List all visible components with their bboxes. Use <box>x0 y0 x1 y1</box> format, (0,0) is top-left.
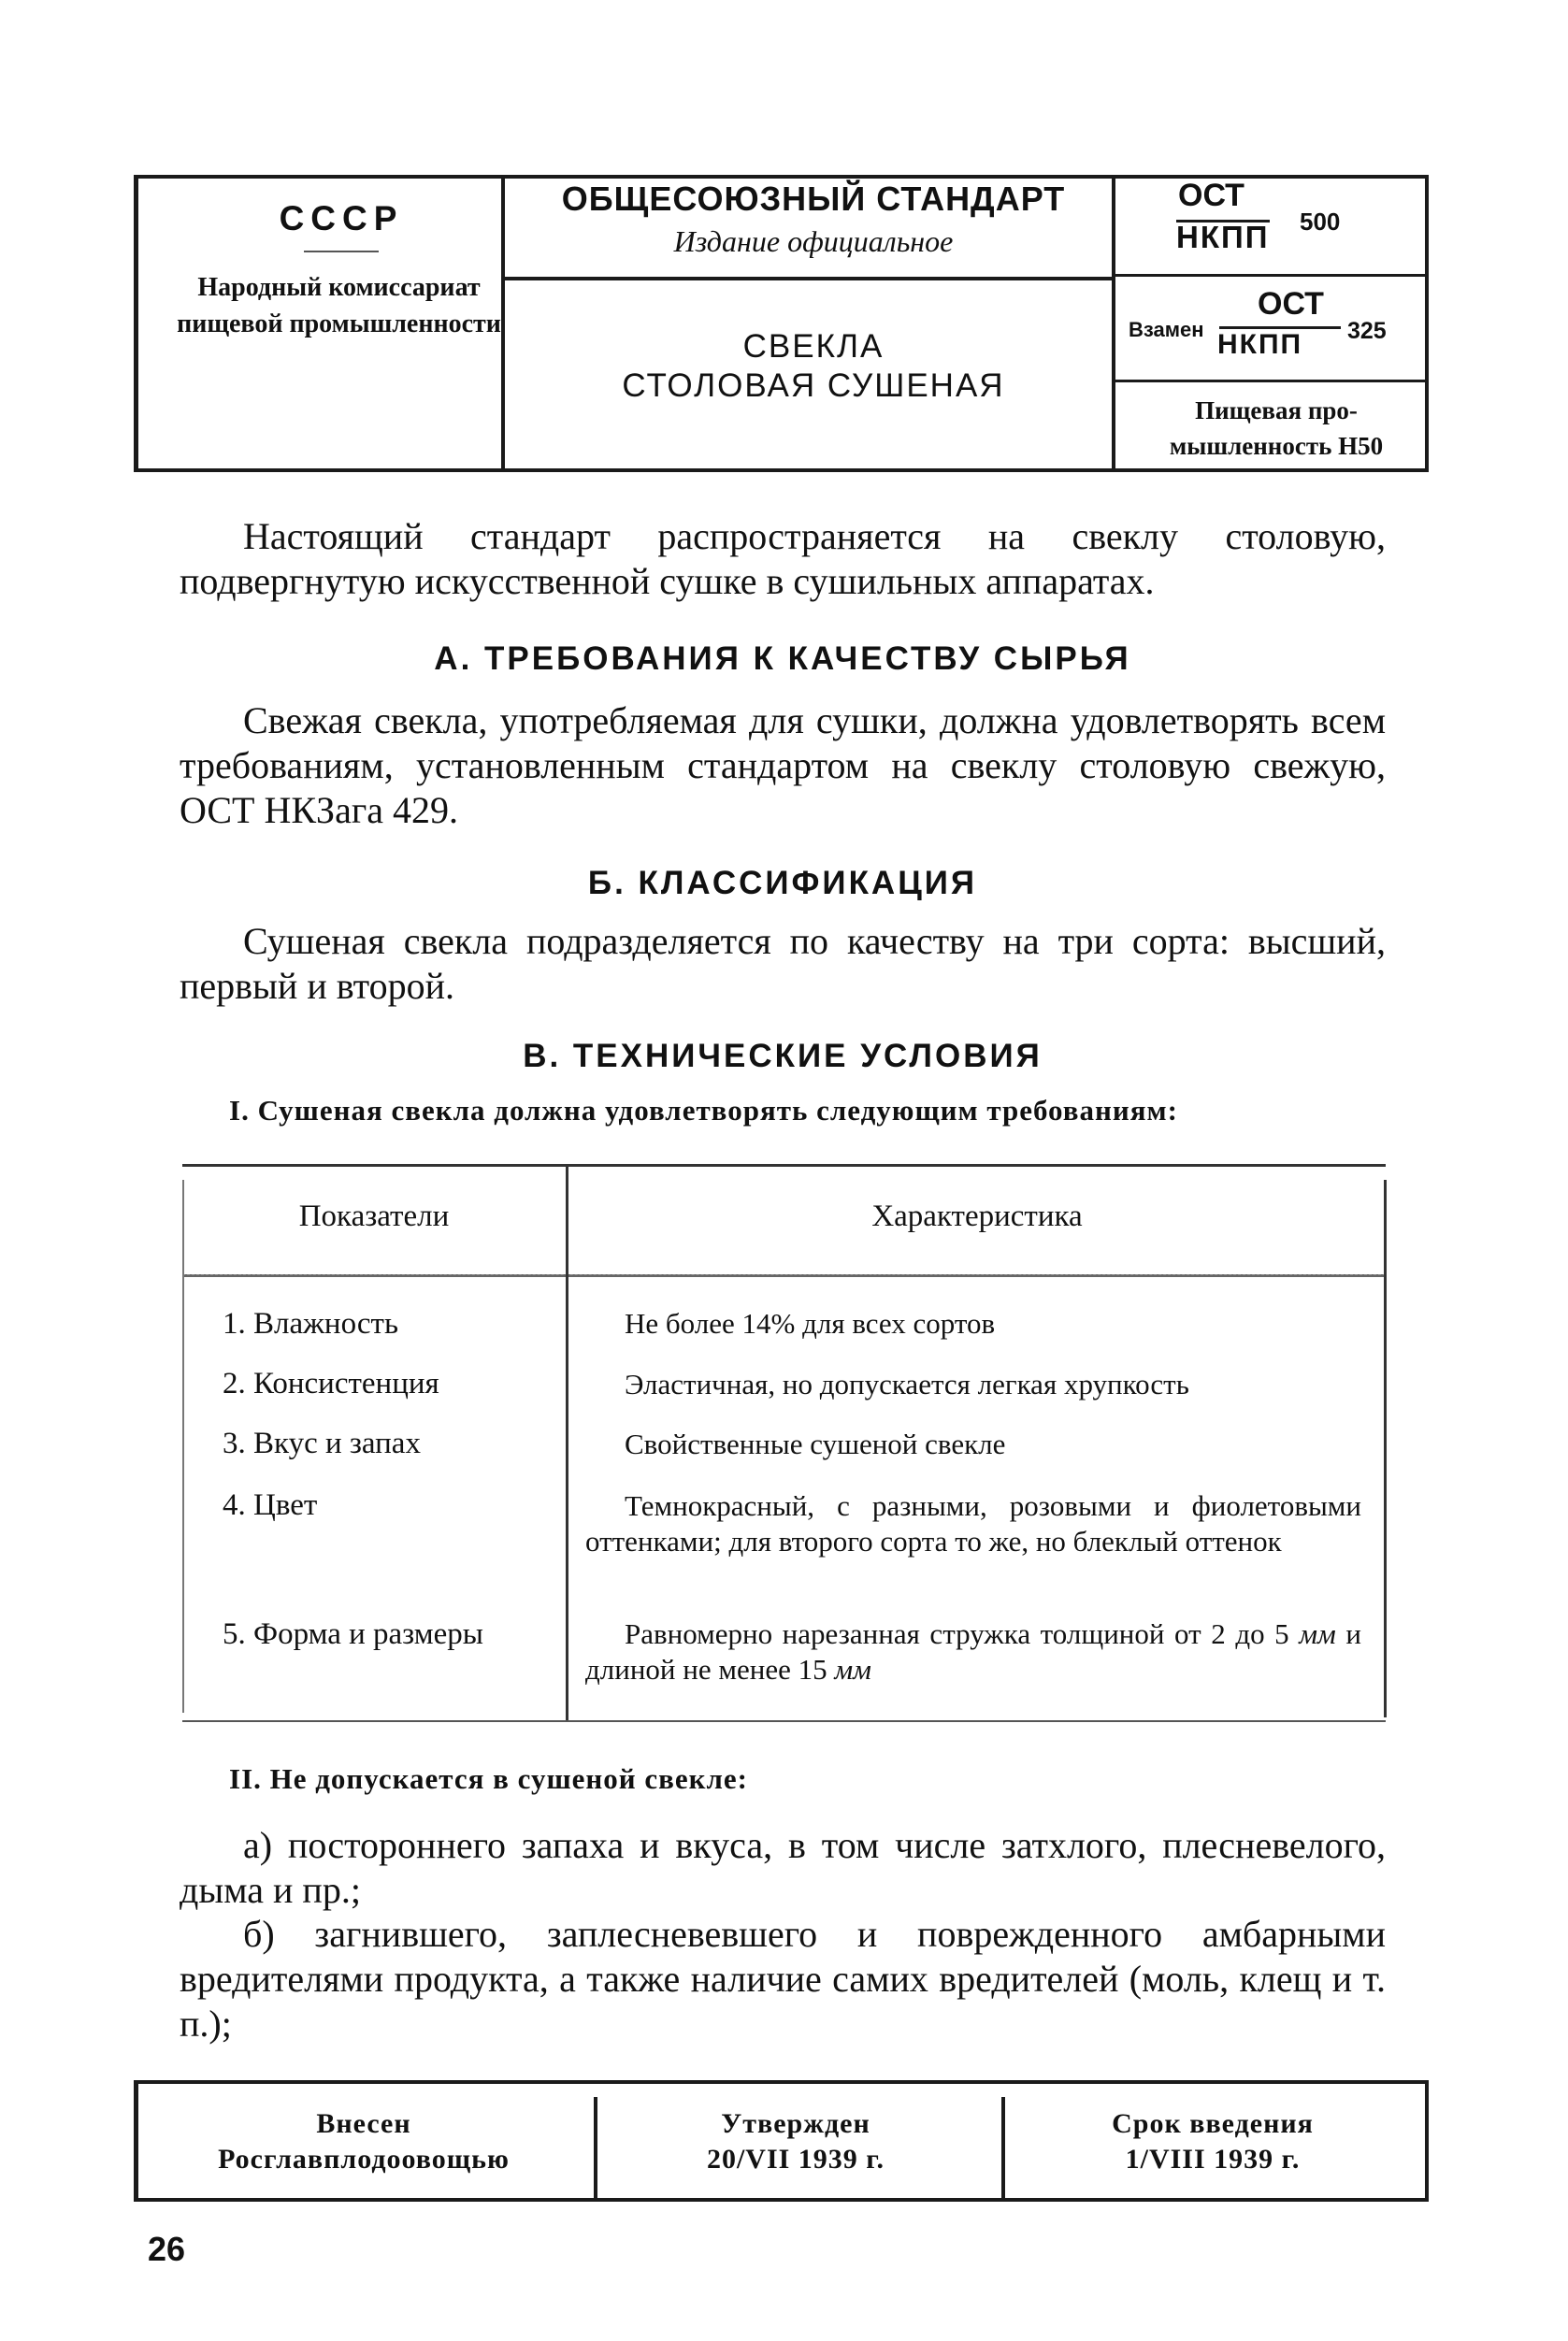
intro-paragraph: Настоящий стандарт распространяется на свеклу столовую, подвергнутую искусственной сушке в сушильных аппаратах. <box>180 515 1386 602</box>
table-row-5-indicator: 5. Форма и размеры <box>223 1617 483 1651</box>
ost-code: ОСТ <box>1178 178 1244 213</box>
row-5-unit-b: мм <box>834 1653 871 1686</box>
standard-number: 500 <box>1300 208 1341 236</box>
row-5-text-b: и длиной не менее 15 <box>585 1617 1362 1686</box>
replaces-number: 325 <box>1347 318 1387 344</box>
effective-label: Срок введения <box>1112 2108 1314 2139</box>
ministry-label: Народный комиссариат пищевой промышленности <box>177 273 501 338</box>
industry-line-2: мышленность Н50 <box>1169 432 1384 460</box>
product-title-line-2: СТОЛОВАЯ СУШЕНАЯ <box>622 367 1005 404</box>
submitted-by: Росглавплодоовощью <box>218 2144 510 2175</box>
approved-date: 20/VII 1939 г. <box>706 2144 885 2175</box>
table-row-5-value <box>585 1616 1361 1688</box>
table-left-border <box>182 1180 184 1713</box>
section-b-text: Сушеная свекла подразделяется по качеству на три сорта: высший, первый и второй. <box>180 920 1386 1007</box>
table-header-indicators: Показатели <box>298 1199 450 1233</box>
submitted-label: Внесен <box>316 2108 411 2139</box>
table-column-divider <box>566 1167 568 1720</box>
table-row-4-value: Темнокрасный, с разными, розовыми и фиолетовыми оттенками; для второго сорта то же, но блеклый оттенок <box>585 1489 1361 1558</box>
section-a-title: А. ТРЕБОВАНИЯ К КАЧЕСТВУ СЫРЬЯ <box>434 640 1131 677</box>
country-label: СССР <box>279 199 404 237</box>
row-5-unit-a: мм <box>1299 1617 1336 1650</box>
header-rule-right-1 <box>1115 274 1426 277</box>
table-row-3-indicator: 3. Вкус и запах <box>223 1427 421 1460</box>
table-header-characteristics: Характеристика <box>871 1199 1083 1233</box>
product-title <box>510 327 1117 406</box>
industry-line-1: Пищевая про- <box>1195 396 1358 424</box>
table-row-3-value: Свойственные сушеной свекле <box>625 1428 1006 1460</box>
table-row-1-indicator: 1. Влажность <box>223 1307 399 1341</box>
product-title-line-1: СВЕКЛА <box>742 328 885 365</box>
header-divider-right <box>1112 179 1115 468</box>
clause-1: I. Сушеная свекла должна удовлетворять следующим требованиям: <box>229 1094 1178 1127</box>
section-a-text: Свежая свекла, употребляемая для сушки, должна удовлетворять всем требованиям, установленным стандартом на свеклу столовую свежую, ОСТ НКЗага 429. <box>180 699 1386 831</box>
section-b-title: Б. КЛАССИФИКАЦИЯ <box>587 865 978 901</box>
clause-2-item-b: б) загнившего, заплесневевшего и поврежденного амбарными вредителями продукта, а также наличие самих вредителей (моль, клещ и т. п.); <box>180 1913 1386 2045</box>
table-bottom-rule <box>182 1720 1386 1722</box>
country-underline <box>304 251 379 252</box>
row-5-text-a: Равномерно нарезанная стружка толщиной от 2 до 5 <box>625 1617 1289 1650</box>
standard-title: ОБЩЕСОЮЗНЫЙ СТАНДАРТ <box>561 180 1066 218</box>
replaces-ost-code: ОСТ <box>1258 286 1324 322</box>
header-rule-middle <box>505 277 1112 280</box>
clause-2-item-a: а) постороннего запаха и вкуса, в том числе затхлого, плесневелого, дыма и пр.; <box>180 1824 1386 1911</box>
replaces-label: Взамен <box>1129 318 1204 341</box>
submitted-block <box>138 2106 589 2177</box>
approved-block <box>595 2106 997 2177</box>
table-row-2-indicator: 2. Консистенция <box>223 1367 439 1400</box>
section-v-title: В. ТЕХНИЧЕСКИЕ УСЛОВИЯ <box>523 1038 1043 1074</box>
table-row-1-value: Не более 14% для всех сортов <box>625 1307 996 1340</box>
table-header-rule <box>182 1274 1386 1277</box>
header-rule-right-2 <box>1115 380 1426 382</box>
effective-block <box>1002 2106 1423 2177</box>
approved-label: Утвержден <box>721 2108 870 2139</box>
effective-date: 1/VIII 1939 г. <box>1125 2144 1301 2175</box>
table-row-2-value: Эластичная, но допускается легкая хрупкость <box>625 1368 1189 1400</box>
table-top-rule <box>182 1164 1386 1167</box>
clause-2-title: II. Не допускается в сушеной свекле: <box>229 1762 748 1795</box>
edition-label: Издание официальное <box>673 224 954 258</box>
table-row-4-indicator: 4. Цвет <box>223 1488 318 1522</box>
table-right-border <box>1384 1180 1387 1717</box>
industry-label <box>1131 393 1421 464</box>
page-number: 26 <box>148 2230 186 2268</box>
nkpp-code: НКПП <box>1176 220 1270 254</box>
replaces-nkpp-code: НКПП <box>1217 329 1303 360</box>
